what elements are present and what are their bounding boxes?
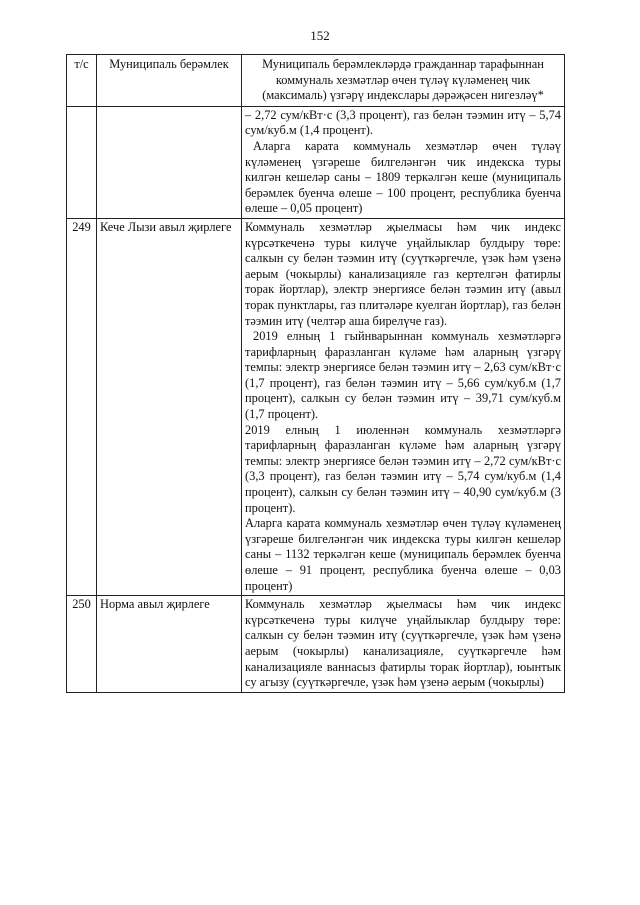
paragraph: Коммуналь хезмәтләр җыелмасы һәм чик индекс күрсәткеченә туры килүче уңайлыклар булдыру төре: салкын су белән тәэмин итү (суүткәргечле, үзәк һәм үзенә аерым (чокырлы) канализацияле газ кертелгән фатирлы торак йортлар), электр энергиясе белән тәэмин итү (авыл торак пунктлары, газ плитәләре куелган йортлар), газ белән тәэмин итү (челтәр аша бирелүче газ). — [245, 219, 561, 328]
row-justification — [242, 218, 565, 595]
table-row — [67, 218, 565, 595]
paragraph: Коммуналь хезмәтләр җыелмасы һәм чик индекс күрсәткеченә туры килүче уңайлыклар булдыру төре: салкын су белән тәэмин итү (суүткәргечле, үзәк һәм үзенә аерым (чокырлы) канализацияле, суүткәргечле һәм канализацияле ваннасыз фатирлы торак йортлар), юынтык су агызу (суүткәргечле, үзәк һәм үзенә аерым (чокырлы) — [245, 597, 561, 690]
paragraph: Аларга карата коммуналь хезмәтләр өчен түләү күләменең үзгәреше билгеләнгән чик индекска туры килгән кешеләр саны – 1132 теркәлгән кеше (муниципаль берәмлек буенча өлеше – 91 процент, республика буенча өлеше – 0,03 процент) — [245, 516, 561, 593]
row-justification — [242, 106, 565, 218]
row-municipality — [97, 106, 242, 218]
paragraph: Аларга карата коммуналь хезмәтләр өчен түләү күләменең үзгәреше билгеләнгән чик индекска туры килгән кешеләр саны – 1809 теркәлгән кеше (муниципаль берәмлек буенча өлеше – 100 процент, республика буенча өлеше – 0,05 процент) — [245, 138, 561, 216]
header-municipality: Муниципаль берәмлек — [97, 55, 242, 107]
header-justification: Муниципаль берәмлекләрдә гражданнар тарафыннан коммуналь хезмәтләр өчен түләү күләменең чик (максималь) үзгәрү индекслары дәрәҗәсен нигезләү* — [242, 55, 565, 107]
header-number: т/с — [67, 55, 97, 107]
row-number — [67, 106, 97, 218]
paragraph: 2019 елның 1 гыйнварыннан коммуналь хезмәтләргә тарифларның фаразланган күләме һәм аларның үзгәрү темпы: электр энергиясе белән тәэмин итү – 2,63 сум/кВт·с (1,7 процент), газ белән тәэмин итү – 5,66 сум/куб.м (1,7 процент), салкын су белән тәэмин итү – 39,71 сум/куб.м (1,7 процент). — [245, 329, 561, 422]
row-number: 249 — [67, 218, 97, 595]
page-number: 152 — [310, 28, 330, 43]
paragraph: – 2,72 сум/кВт·с (3,3 процент), газ белән тәэмин итү – 5,74 сум/куб.м (1,4 процент). — [245, 107, 561, 138]
table-header-row — [67, 55, 565, 107]
row-municipality: Норма авыл җирлеге — [97, 596, 242, 693]
paragraph: 2019 елның 1 июленнән коммуналь хезмәтләргә тарифларның фаразланган күләме һәм аларның үзгәрү темпы: электр энергиясе белән тәэмин итү – 2,72 сум/кВт·с (3,3 процент), газ белән тәэмин итү – 5,74 сум/куб.м (1,4 процент), салкын су белән тәэмин итү – 40,90 сум/куб.м (3 процент). — [245, 422, 561, 515]
row-justification — [242, 596, 565, 693]
table-row — [67, 596, 565, 693]
tariff-index-table — [66, 54, 565, 693]
table-row — [67, 106, 565, 218]
row-municipality: Кече Лызи авыл җирлеге — [97, 218, 242, 595]
row-number: 250 — [67, 596, 97, 693]
